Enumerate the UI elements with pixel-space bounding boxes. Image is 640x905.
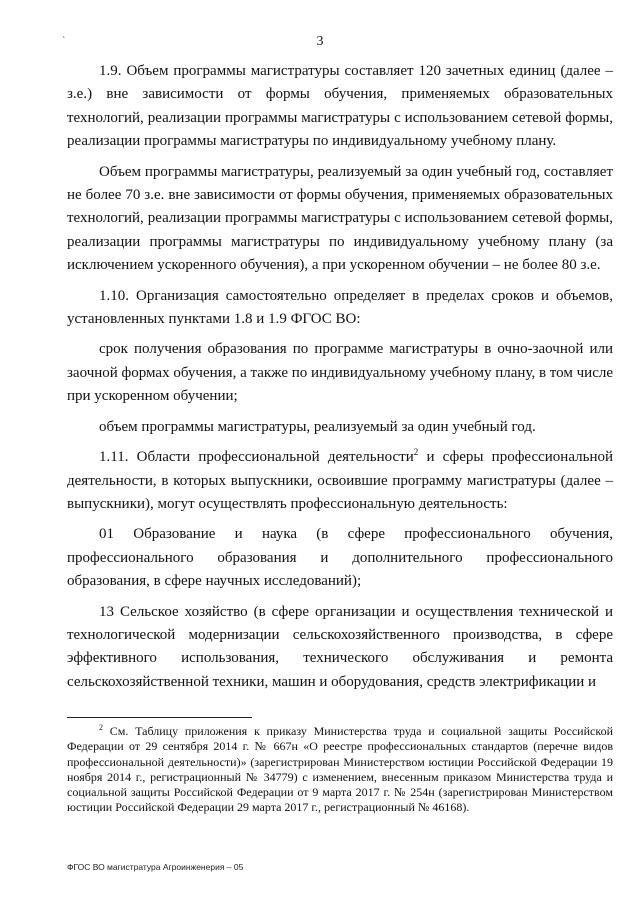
document-body [67, 60, 613, 701]
footnote-reference: 2 [413, 447, 419, 458]
paragraph-1-9: 1.9. Объем программы магистратуры составляет 120 зачетных единиц (далее – з.е.) вне зависимости от формы обучения, применяемых образовательных технологий, реализации программы магистратуры с использованием сетевой формы, реализации программы магистратуры по индивидуальному учебному плану. [67, 63, 613, 150]
paragraph-1-11 [67, 446, 613, 516]
page-footer: ФГОС ВО магистратура Агроинженерия – 05 [67, 862, 244, 872]
scan-mark: ˋ [62, 36, 66, 47]
footnote-divider [67, 717, 252, 718]
footnote [67, 724, 613, 816]
paragraph-1-11-start: 1.11. Области профессиональной деятельности [99, 449, 414, 466]
page-number: 3 [316, 34, 324, 49]
footnote-marker: 2 [99, 723, 103, 732]
paragraph-yearly-volume: объем программы магистратуры, реализуемый за один учебный год. [99, 418, 536, 435]
paragraph-annual-volume: Объем программы магистратуры, реализуемый за один учебный год, составляет не более 70 з.е. вне зависимости от формы обучения, применяемых образовательных технологий, реализации программы магистратуры с использованием сетевой формы, реализации программы магистратуры по индивидуальному учебному плану (за исключением ускоренного обучения), а при ускоренном обучении – не более 80 з.е. [67, 163, 613, 274]
paragraph-1-11-rest: и сферы профессиональной деятельности, в которых выпускники, освоившие программу магистратуры (далее – выпускники), могут осуществлять профессиональную деятельность: [67, 449, 613, 512]
paragraph-study-period: срок получения образования по программе магистратуры в очно-заочной или заочной формах обучения, а также по индивидуальному учебному плану, в том числе при ускоренном обучении; [67, 341, 613, 405]
footnote-text: См. Таблицу приложения к приказу Министерства труда и социальной защиты Российской Федерации от 29 сентября 2014 г. № 667н «О реестре профессиональных стандартов (перечне видов профессиональной деятельности)» (зарегистрирован Министерством юстиции Российской Федерации 19 ноября 2014 г., регистрационный № 34779) с изменением, внесенным приказом Министерства труда и социальной защиты Российской Федерации от 9 марта 2017 г. № 254н (зарегистрирован Министерством юстиции Российской Федерации 29 марта 2017 г., регистрационный № 46168). [67, 724, 613, 815]
area-education-science: 01 Образование и наука (в сфере профессионального обучения, профессионального образования и дополнительного профессионального образования, в сфере научных исследований); [67, 526, 613, 590]
area-agriculture: 13 Сельское хозяйство (в сфере организации и осуществления технической и технологической модернизации сельскохозяйственного производства, в сфере эффективного использования, технического обслуживания и ремонта сельскохозяйственной техники, машин и оборудования, средств электрификации и [67, 603, 613, 690]
paragraph-1-10: 1.10. Организация самостоятельно определяет в пределах сроков и объемов, установленных пунктами 1.8 и 1.9 ФГОС ВО: [67, 287, 613, 328]
